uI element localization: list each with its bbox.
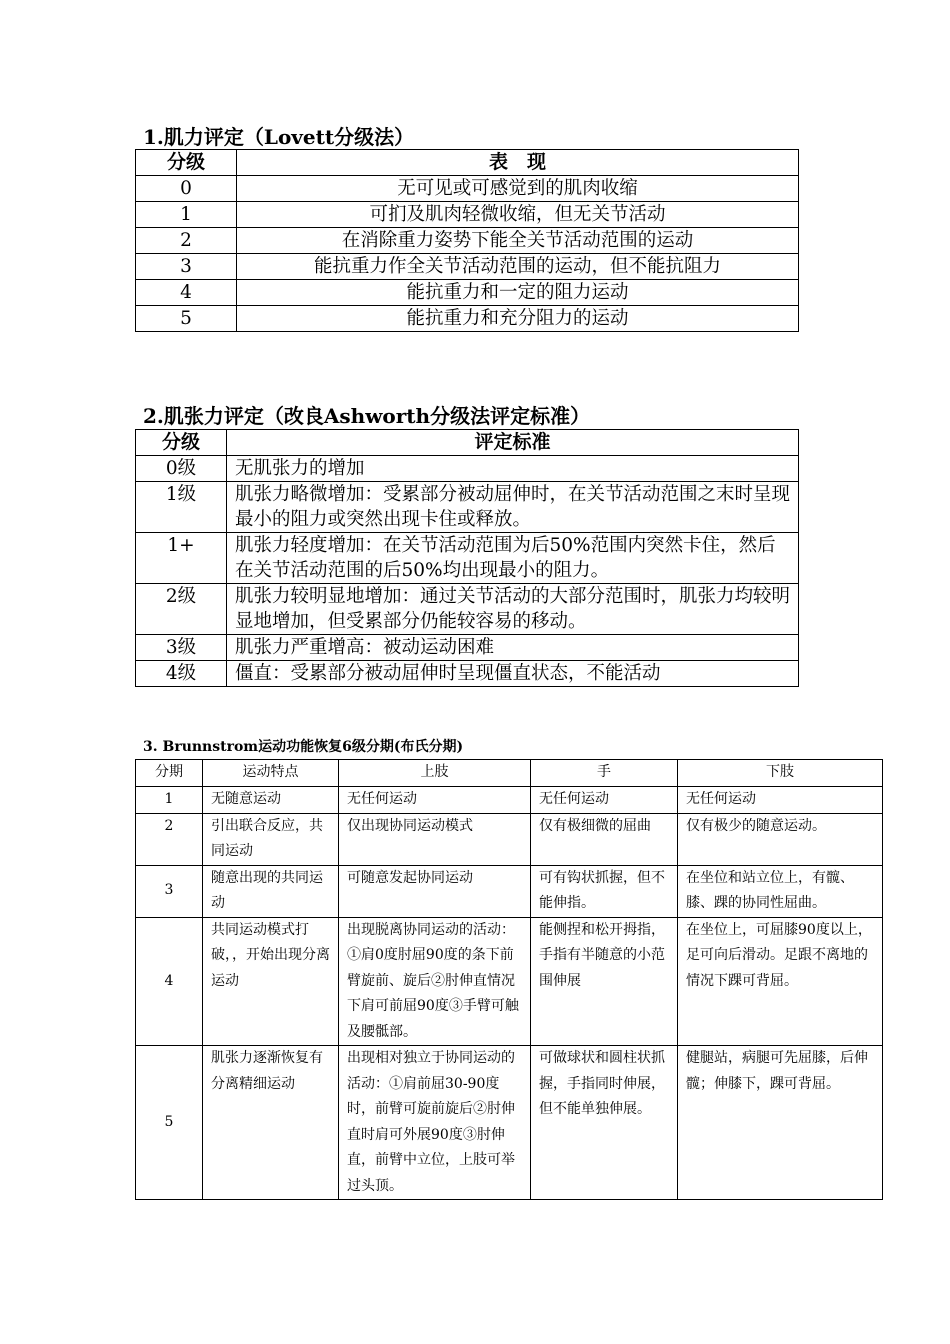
table-header-row xyxy=(136,760,883,787)
grade-cell: 1级 xyxy=(136,482,227,533)
lower-limb-cell: 仅有极少的随意运动。 xyxy=(678,813,883,865)
table-row xyxy=(136,280,799,306)
table-row xyxy=(136,176,799,202)
table-row xyxy=(136,254,799,280)
desc-cell: 僵直：受累部分被动屈伸时呈现僵直状态，不能活动 xyxy=(227,661,799,687)
section3-title: 3. Brunnstrom运动功能恢复6级分期(布氏分期) xyxy=(143,739,464,755)
feature-cell: 随意出现的共同运动 xyxy=(203,865,339,917)
table-row xyxy=(136,202,799,228)
grade-cell: 3级 xyxy=(136,635,227,661)
lower-limb-cell: 在坐位和站立位上，有髋、膝、踝的协同性屈曲。 xyxy=(678,865,883,917)
lower-limb-cell: 无任何运动 xyxy=(678,787,883,814)
hand-cell: 可做球状和圆柱状抓握，手指同时伸展，但不能单独伸展。 xyxy=(531,1046,678,1200)
grade-cell: 3 xyxy=(136,254,237,280)
table-row xyxy=(136,228,799,254)
header-grade: 分级 xyxy=(136,430,227,456)
table-row xyxy=(136,865,883,917)
hand-cell: 无任何运动 xyxy=(531,787,678,814)
upper-limb-cell: 仅出现协同运动模式 xyxy=(339,813,531,865)
desc-cell: 能抗重力和一定的阻力运动 xyxy=(237,280,799,306)
table-row xyxy=(136,306,799,332)
header-hand: 手 xyxy=(531,760,678,787)
stage-cell: 3 xyxy=(136,865,203,917)
desc-cell: 无可见或可感觉到的肌肉收缩 xyxy=(237,176,799,202)
header-lower-limb: 下肢 xyxy=(678,760,883,787)
table-row xyxy=(136,533,799,584)
upper-limb-cell: 无任何运动 xyxy=(339,787,531,814)
stage-cell: 2 xyxy=(136,813,203,865)
table-row xyxy=(136,1046,883,1200)
section1-title: 1.肌力评定（Lovett分级法） xyxy=(143,125,415,149)
table-row xyxy=(136,635,799,661)
grade-cell: 1 xyxy=(136,202,237,228)
header-criteria: 评定标准 xyxy=(227,430,799,456)
upper-limb-cell: 出现相对独立于协同运动的活动：①肩前屈30-90度时，前臂可旋前旋后②肘伸直时肩可外展90度③肘伸直，前臂中立位，上肢可举过头顶。 xyxy=(339,1046,531,1200)
header-grade: 分级 xyxy=(136,150,237,176)
grade-cell: 2级 xyxy=(136,584,227,635)
grade-cell: 1+ xyxy=(136,533,227,584)
table-row xyxy=(136,917,883,1046)
feature-cell: 共同运动模式打破，，开始出现分离运动 xyxy=(203,917,339,1046)
feature-cell: 引出联合反应，共同运动 xyxy=(203,813,339,865)
lower-limb-cell: 在坐位上，可屈膝90度以上，足可向后滑动。足跟不离地的情况下踝可背屈。 xyxy=(678,917,883,1046)
lovett-table xyxy=(135,149,799,332)
feature-cell: 肌张力逐渐恢复有分离精细运动 xyxy=(203,1046,339,1200)
grade-cell: 2 xyxy=(136,228,237,254)
hand-cell: 能侧捏和松开拇指，手指有半随意的小范围伸展 xyxy=(531,917,678,1046)
desc-cell: 肌张力略微增加：受累部分被动屈伸时，在关节活动范围之末时呈现最小的阻力或突然出现卡住或释放。 xyxy=(227,482,799,533)
header-stage: 分期 xyxy=(136,760,203,787)
grade-cell: 0级 xyxy=(136,456,227,482)
table-row xyxy=(136,584,799,635)
table-header-row xyxy=(136,430,799,456)
stage-cell: 4 xyxy=(136,917,203,1046)
hand-cell: 可有钩状抓握，但不能伸指。 xyxy=(531,865,678,917)
upper-limb-cell: 可随意发起协同运动 xyxy=(339,865,531,917)
desc-cell: 无肌张力的增加 xyxy=(227,456,799,482)
desc-cell: 在消除重力姿势下能全关节活动范围的运动 xyxy=(237,228,799,254)
brunnstrom-table xyxy=(135,759,883,1200)
section2-title: 2.肌张力评定（改良Ashworth分级法评定标准） xyxy=(143,404,591,428)
hand-cell: 仅有极细微的屈曲 xyxy=(531,813,678,865)
desc-cell: 可扪及肌肉轻微收缩，但无关节活动 xyxy=(237,202,799,228)
desc-cell: 肌张力轻度增加：在关节活动范围为后50%范围内突然卡住，然后在关节活动范围的后50%均出现最小的阻力。 xyxy=(227,533,799,584)
header-feature: 运动特点 xyxy=(203,760,339,787)
upper-limb-cell: 出现脱离协同运动的活动：①肩0度肘屈90度的条下前臂旋前、旋后②肘伸直情况下肩可前屈90度③手臂可触及腰骶部。 xyxy=(339,917,531,1046)
table-row xyxy=(136,456,799,482)
feature-cell: 无随意运动 xyxy=(203,787,339,814)
ashworth-table xyxy=(135,429,799,687)
table-row xyxy=(136,661,799,687)
desc-cell: 能抗重力和充分阻力的运动 xyxy=(237,306,799,332)
table-header-row xyxy=(136,150,799,176)
lower-limb-cell: 健腿站，病腿可先屈膝，后伸髋；伸膝下，踝可背屈。 xyxy=(678,1046,883,1200)
desc-cell: 肌张力较明显地增加：通过关节活动的大部分范围时，肌张力均较明显地增加，但受累部分仍能较容易的移动。 xyxy=(227,584,799,635)
table-row xyxy=(136,787,883,814)
grade-cell: 4级 xyxy=(136,661,227,687)
grade-cell: 0 xyxy=(136,176,237,202)
stage-cell: 1 xyxy=(136,787,203,814)
stage-cell: 5 xyxy=(136,1046,203,1200)
table-row xyxy=(136,482,799,533)
header-performance: 表 现 xyxy=(237,150,799,176)
table-row xyxy=(136,813,883,865)
desc-cell: 能抗重力作全关节活动范围的运动，但不能抗阻力 xyxy=(237,254,799,280)
grade-cell: 5 xyxy=(136,306,237,332)
desc-cell: 肌张力严重增高：被动运动困难 xyxy=(227,635,799,661)
header-upper-limb: 上肢 xyxy=(339,760,531,787)
grade-cell: 4 xyxy=(136,280,237,306)
